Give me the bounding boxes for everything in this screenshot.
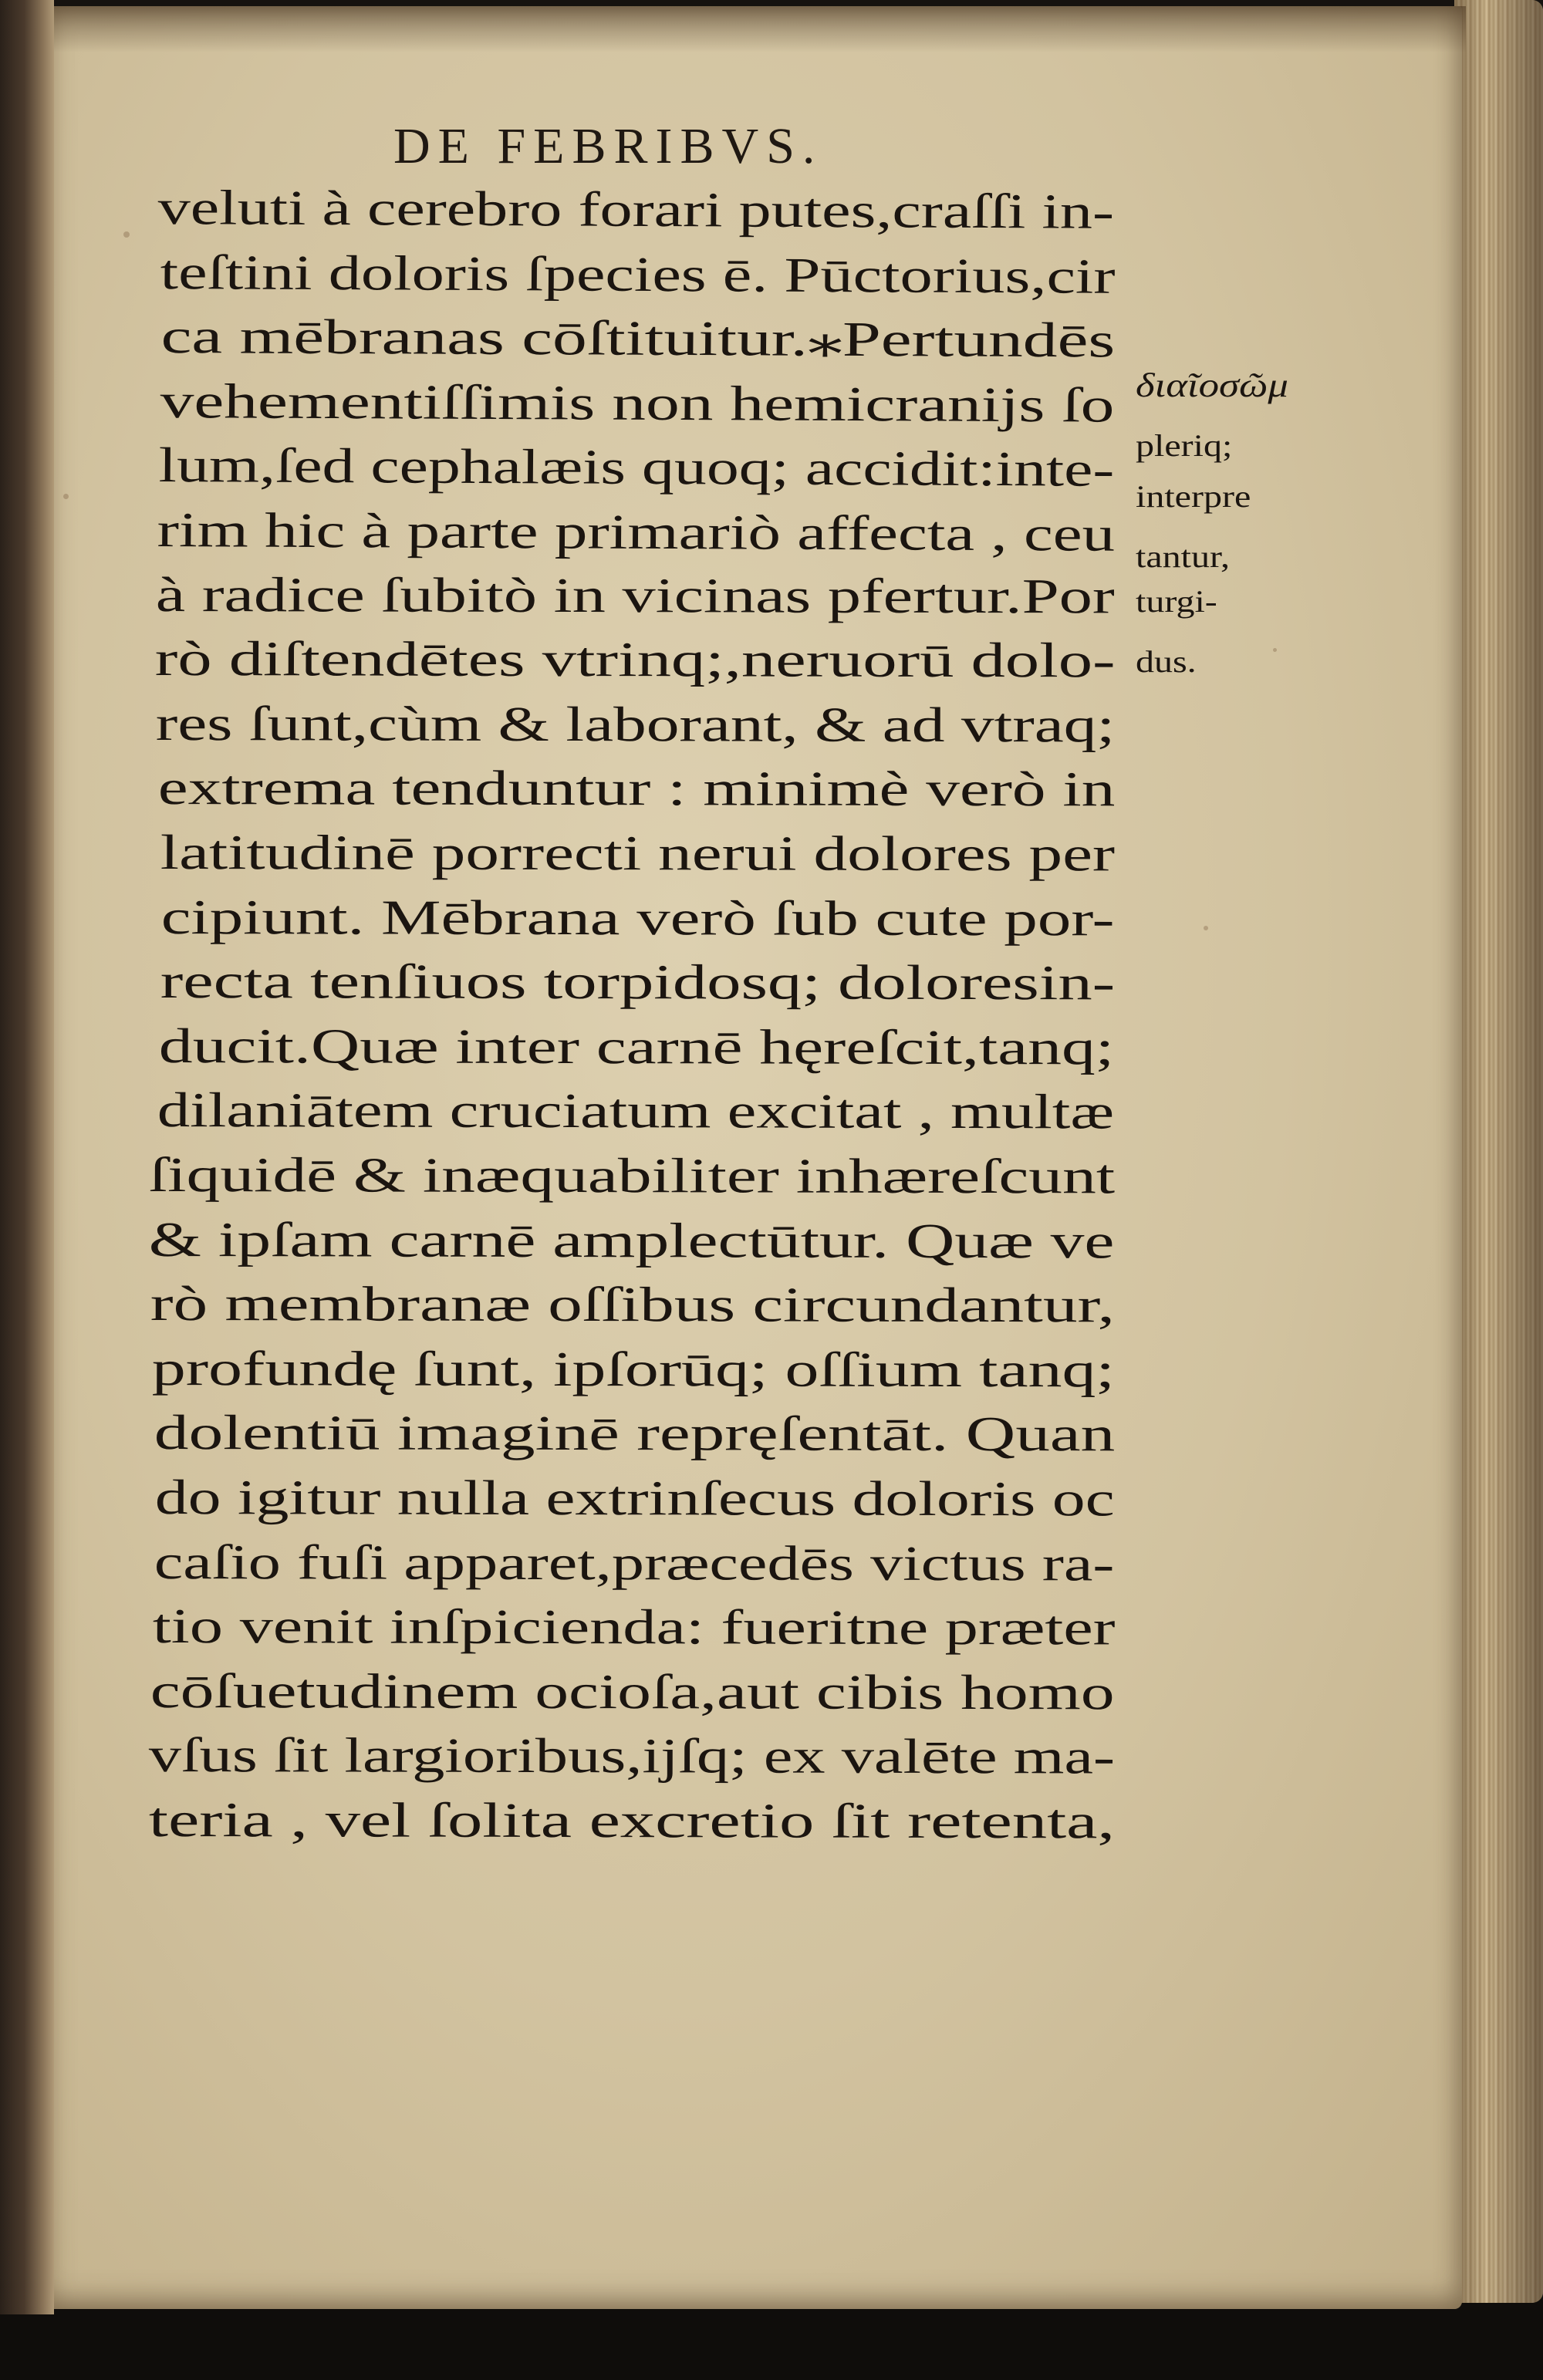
text-line: rò diſtendētes vtrinq;,neruorū dolo- xyxy=(154,631,1116,688)
paper-spot xyxy=(63,494,69,499)
binding-edge xyxy=(0,0,54,2314)
text-line: ducit.Quæ inter carnē hęreſcit,tanq; xyxy=(158,1018,1115,1075)
running-header: DE FEBRIBVS. xyxy=(393,118,823,174)
margin-note: tantur, xyxy=(1136,539,1231,574)
text-line: vehementiſſimis non hemicraniјs ſo xyxy=(160,373,1115,433)
margin-note: dus. xyxy=(1136,644,1197,679)
text-line: rò membranæ oſſibus circundantur, xyxy=(150,1276,1116,1333)
text-line: teria , vel ſolita excretio ſit retenta, xyxy=(148,1792,1116,1849)
text-line: & ipſam carnē amplectūtur. Quæ ve xyxy=(148,1211,1115,1268)
text-line: dilaniātem cruciatum excitat , multæ xyxy=(157,1082,1115,1139)
text-line: veluti à cerebro forari putes,craſſi in- xyxy=(157,179,1115,239)
text-line: cōſuetudinem ocioſa,aut cibis homo xyxy=(150,1663,1115,1720)
paper-spot xyxy=(123,231,130,238)
text-line: ca mēbranas cōſtituitur.⁎Pertundēs xyxy=(160,309,1116,368)
text-line: teſtini doloris ſpecies ē. Pūctorius,cir xyxy=(160,244,1116,304)
text-line: latitudinē porrecti nerui dolores per xyxy=(160,825,1116,882)
text-line: lum,ſed cephalæis quoq; accidit:inte- xyxy=(158,437,1115,498)
margin-note: interpre xyxy=(1136,479,1251,514)
margin-note-greek: διαῖοσῶμ xyxy=(1136,366,1288,404)
text-line: do igitur nulla extrinſecus doloris oc xyxy=(154,1470,1115,1527)
paper-spot xyxy=(1204,926,1208,930)
top-shade xyxy=(39,6,1466,52)
margin-note: pleriq; xyxy=(1136,428,1233,463)
margin-note: turgi- xyxy=(1136,584,1217,619)
text-line: à radice ſubitò in vicinas pfertur.Por xyxy=(155,566,1115,624)
text-line: ſiquidē & inæquabiliter inhæreſcunt xyxy=(148,1147,1116,1204)
text-line: res ſunt,cùm & laborant, & ad vtraq; xyxy=(155,695,1116,753)
text-line: profundę ſunt, ipſorūq; oſſium tanq; xyxy=(151,1340,1116,1398)
text-line: cipiunt. Mēbrana verò ſub cute por- xyxy=(160,889,1115,946)
text-line: rim hic à parte primariò affecta , ceu xyxy=(157,502,1116,562)
text-line: dolentiū imaginē repręſentāt. Quan xyxy=(154,1405,1116,1462)
paper-spot xyxy=(1273,648,1277,652)
text-line: vſus ſit largioribus,ijſq; ex valēte ma- xyxy=(148,1727,1116,1784)
text-line: tio venit inſpicienda: fueritne præter xyxy=(152,1598,1116,1656)
page-edges-shade xyxy=(1454,0,1543,2303)
text-line: extrema tenduntur : minimè verò in xyxy=(157,760,1116,817)
text-line: recta tenſiuos torpidosq; doloresin- xyxy=(160,954,1116,1011)
text-line: caſio fuſi apparet,præcedēs victus ra- xyxy=(154,1534,1115,1592)
